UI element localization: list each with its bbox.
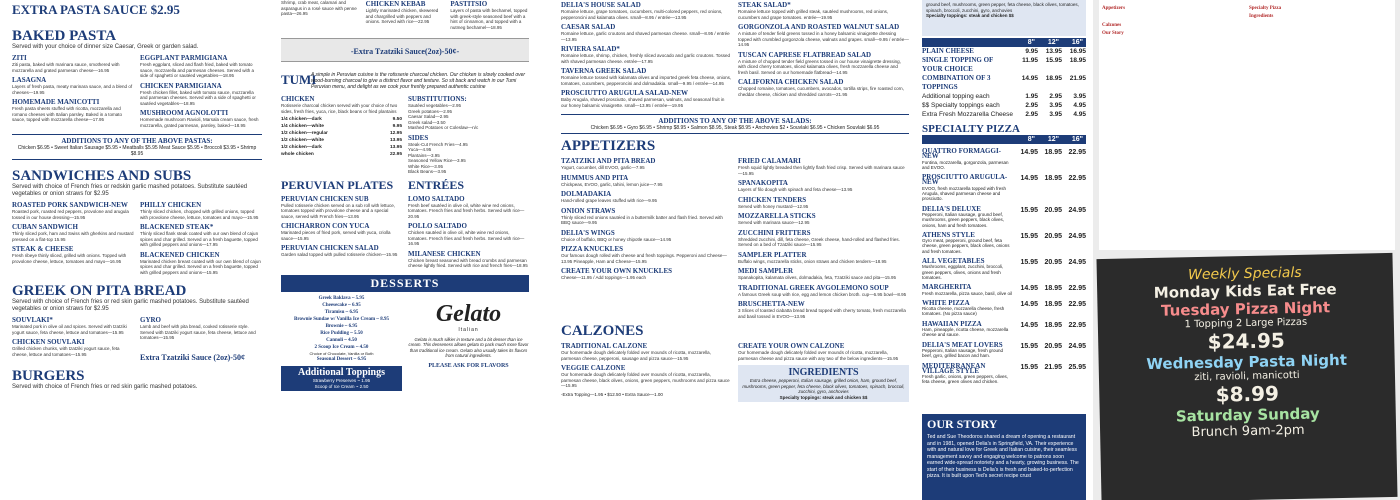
- extra-tzatziki-top: -Extra Tzatziki Sauce(2oz)-50¢-: [350, 47, 460, 56]
- dessert-item: Tiramisu ~ 6.95: [324, 309, 359, 315]
- mini-col-right: [1249, 3, 1392, 247]
- menu-item: LOMO SALTADO Fresh beef sautéed in olive oil, white wine red onions, tomatoes. French fries and fresh herbs. Served with rice—20.95: [408, 194, 525, 219]
- pizza-item: PROSCIUTTO ARUGULA-NEW EVOO, fresh mozzarella topped with fresh Arugula, shaved parmesan cheese and prosciutto. 14.95 18.95 22.95: [922, 173, 1086, 202]
- topping-line: Scoop of Ice Cream ~ 2.50: [314, 383, 369, 389]
- price-row: 1/2 chicken—white 13.95: [281, 138, 402, 143]
- menu-item: ONION STRAWS Thinly sliced red onions sautéed in a buttermilk batter and flash fried. Served with BBQ sauce—9.95: [561, 206, 723, 225]
- price-row: 1/2 chicken—regular 12.95: [281, 131, 402, 136]
- gelato-flavors: PLEASE ASK FOR FLAVORS: [428, 362, 509, 369]
- menu-item: TRADITIONAL GREEK AVGOLEMONO SOUP A famous Greek soup with rice, egg and lemon chicken broth. cup—6.95 bowl—8.95: [738, 283, 907, 297]
- size-12: 12": [1047, 39, 1059, 46]
- pizza-item: DELIA'S MEAT LOVERS Pepperoni, Italian sausage, fresh ground beef, gyro, grilled bacon and ham. 15.95 20.95 24.95: [922, 340, 1086, 359]
- tumi-word: TUMI: [281, 72, 317, 87]
- dessert-item: Cannoli ~ 4.50: [326, 337, 357, 343]
- mini-heading: Our Story: [1102, 30, 1124, 36]
- menu-item: ROASTED PORK SANDWICH-NEW Roasted pork, roasted red peppers, provolone and arugula tossed in our house dressing—15.95: [12, 201, 129, 220]
- pizza-top-note: [922, 0, 1086, 36]
- chicken-block: [281, 92, 529, 175]
- dessert-item: Rice Pudding ~ 5.50: [320, 330, 363, 336]
- menu-item: GORGONZOLA AND ROASTED WALNUT SALAD A mixture of tender field greens tossed in a honey balsamic vinaigrette dressing topped with crumbled gorgonzola cheese, walnuts and grapes. small—9.95 / entrée—14.95: [738, 23, 909, 47]
- price-row: 1/2 chicken—dark 13.95: [281, 145, 402, 150]
- chalk-line: Saturday Sunday: [1175, 404, 1320, 426]
- appetizers: [561, 154, 909, 319]
- price-row: Additional topping each 1.95 2.95 3.95: [922, 93, 1086, 100]
- price-row: whole chicken 22.95: [281, 152, 402, 157]
- menu-item: MILANESE CHICKEN Chicken breast seasoned with bread crumbs and parmesan cheese lightly fried. Served with rice and french fries—18.95: [408, 249, 528, 268]
- pizza-item: ATHENS STYLE Gyro meat, pepperoni, ground beef, feta cheese, green peppers, black olives, onions and fresh tomatoes. 15.95 20.95 24.95: [922, 230, 1086, 254]
- mini-heading: Ingredients: [1249, 14, 1274, 19]
- column-pasta-sandwiches: [0, 0, 270, 500]
- seafood-item: Shrimp, crab meat, calamari and asparagus in a rosé sauce with penne pasta—26.95: [281, 0, 357, 16]
- pizza-item: WHITE PIZZA Ricotta cheese, mozzarella cheese, fresh tomatoes. (No pizza sauce) 14.95 18.95 22.95: [922, 298, 1086, 317]
- specialty-pizza-list: [922, 149, 1086, 385]
- salads: [561, 0, 909, 108]
- menu-item: GYRO Lamb and beef with pita bread, cooked rotisserie style. Served with tzatziki yogurt sauce, feta cheese, lettuce and tomatoes—15.95: [140, 316, 256, 340]
- pizza-item: HAWAIIAN PIZZA Ham, pineapple, ricotta cheese, mozzarella cheese and sauce. 14.95 18.95 22.95: [922, 319, 1086, 338]
- baked-pasta-left: [12, 51, 134, 128]
- pizza-item: MARGHERITA Fresh mozzarella, pizza sauce, basil, olive oil 14.95 18.95 22.95: [922, 283, 1086, 296]
- menu-item: BLACKENED CHICKEN Marinated chicken breast coated with our own blend of cajun spices and char grilled. Served on a fresh baguette, topped with grilled peppers and onions—15.95: [140, 250, 261, 275]
- menu-item: MUSHROOM AGNOLOTTI Homemade mushroom Ravioli, Marsala cream sauce, fresh mozzarella, grated parmesan, parsley, baked—18.95: [140, 109, 259, 128]
- menu-item: SAMPLER PLATTER Buffalo wings, mozzarella sticks, onion straws and chicken tenders—18.95: [738, 250, 887, 264]
- baked-pasta-items: [12, 51, 262, 128]
- pizza-item: QUATTRO FORMAGGI-NEW Fontina, mozzarella, gorgonzola, parmesan and EVOO. 14.95 18.95 22.95: [922, 147, 1086, 170]
- pizza-item: ALL VEGETABLES Mushrooms, eggplant, zucchini, broccoli, green peppers, olives, onions and fresh tomatoes. 15.95 20.95 24.95: [922, 257, 1086, 280]
- additional-toppings-title: Additional Toppings: [298, 366, 385, 378]
- price-row: 1/4 chicken—dark 9.50: [281, 117, 402, 122]
- top-note-specialty: Specialty toppings: steak and chicken $$: [926, 13, 1014, 18]
- menu-item: PROSCIUTTO ARUGULA SALAD-NEW Baby Arugula, shaved prosciutto, shaved parmesan, walnuts, and seasonal fruit in our honey balsamic vinaigrette. small—13.95 / entrée—19.95: [561, 89, 725, 108]
- chalk-line: 1 Topping 2 Large Pizzas: [1184, 316, 1308, 331]
- dessert-item: Greek Baklava ~ 5.95: [318, 295, 365, 301]
- top-note-text: ground beef, mushrooms, green pepper, feta cheese, black olives, tomatoes, spinach, broccoli, zucchini, gyro, anchovies: [926, 2, 1079, 13]
- price-row: SINGLE TOPPING OF YOUR CHOICE 11.95 15.95 18.95: [922, 56, 1086, 73]
- menu-item: HUMMUS AND PITA Chickpeas, EVOO, garlic, tahini, lemon juice—7.95: [561, 173, 663, 187]
- dessert-item: 2 Scoop Ice Cream ~ 4.50: [314, 344, 369, 350]
- salads-left: [561, 0, 732, 108]
- size-16: 16": [1071, 39, 1083, 46]
- menu-item: LASAGNA Layers of fresh pasta, meaty marinara sauce, and a blend of cheeses—19.95: [12, 76, 133, 95]
- sandwiches-right: [140, 198, 262, 275]
- chalkboard: [1096, 253, 1397, 500]
- menu-item: BLACKENED STEAK* Thinly sliced flank steak coated with our own blend of cajun spices and char grilled. Served on a fresh baguette, topped with grilled peppers and onions—17.95: [140, 223, 259, 247]
- menu-item: PERUVIAN CHICKEN SUB Pulled rotisserie chicken served on a sub roll with lettuce, tomatoes topped with provolone cheese and a special sauce, served with French fries—13.95: [281, 194, 396, 219]
- chalk-line: $24.95: [1207, 328, 1286, 354]
- chalk-line: Monday Kids Eat Free: [1153, 280, 1337, 302]
- menu-item: BRUSCHETTA-NEW 3 Slices of toasted ciabatta bread bread topped with cherry tomato, fresh mozzarella and basil tossed in EVOO—13.95: [738, 300, 906, 319]
- price-row: PLAIN CHEESE 9.95 13.95 16.95: [922, 47, 1086, 55]
- price-row: 1/4 chicken—white 9.95: [281, 124, 402, 129]
- greek-right: [140, 313, 262, 362]
- gelato-desc: Gelato is much silkier in texture and a bit denser than ice cream. This denseness allows gelato to pack much more flavor than traditional ice cream. Gelato also usually takes its flavors from natural ingredients.: [408, 336, 529, 358]
- baked-pasta-right: [140, 51, 262, 128]
- menu-item: PIZZA KNUCKLES Our famous dough rolled with cheese and fresh toppings. Pepperoni and Cheese—13.95 Pineapple, Ham and Cheese—15.95: [561, 245, 727, 264]
- peruvian-heading: PERUVIAN PLATES: [281, 177, 394, 192]
- pastitsio-item: PASTITSIO Layers of pasta with bechamel, topped with greek-style seasoned beef with a hint of cinnamon, and topped with a nutmeg bechamel—18.95: [450, 0, 528, 30]
- ingredients-heading: INGREDIENTS: [788, 367, 859, 378]
- tumi-intro: A simple in Peruvian cuisine is the rotisserie charcoal chicken. Our chicken is slowly cooked over wood-burning charcoal to give a distinct flavor and texture. So sit back and watch in our Tumi Peruvian menu, and delight as we cook your freshly prepared authentic cuisine: [311, 72, 526, 90]
- menu-item: STEAK SALAD* Romaine lettuce topped with grilled steak, sautéed mushrooms, red onions, cucumbers and grape tomatoes. entrée—19.95: [738, 1, 889, 20]
- ingredients-specialty: Specialty toppings: steak and chicken $$: [779, 394, 868, 400]
- mini-col-left: [1102, 3, 1245, 247]
- price-row: COMBINATION OF 3 TOPPINGS 14.95 18.95 21.95: [922, 74, 1086, 91]
- ingredients-text: Extra cheese, pepperoni, Italian sausage, grilled onion, ham, ground beef, mushrooms, green pepper, feta cheese, black olives, tomatoes, spinach, broccoli, zucchini, gyro, anchovies: [742, 378, 905, 394]
- menu-item: TRADITIONAL CALZONE Our homemade dough delicately folded over mounds of ricotta, mozzarella, parmesan cheese, pepperoni, sausage and pizza sauce—15.95: [561, 342, 711, 361]
- extra-pasta-sauce: EXTRA PASTA SAUCE $2.95: [12, 2, 180, 17]
- mini-menu-preview: [1099, 0, 1395, 250]
- dessert-item: Brownie Sundae w/ Vanilla Ice Cream ~ 8.95: [294, 316, 389, 322]
- topping-line: Strawberry Preserves ~ 1.95: [312, 377, 371, 383]
- menu-item: PERUVIAN CHICKEN SALAD Garden salad topped with pulled rotisserie chicken—15.95: [281, 244, 398, 257]
- mini-heading: Specialty Pizza: [1249, 6, 1282, 11]
- burgers-sub: Served with choice of French fries or red skin garlic mashed potatoes.: [12, 383, 198, 390]
- menu-item: SOUVLAKI* Marinated pork in olive oil and spices. Served with tzatziki yogurt sauce, feta cheese, lettuce and tomatoes—15.95: [12, 316, 127, 335]
- dessert-item: Seasonal Dessert ~ 6.95: [316, 356, 367, 362]
- our-story-box: [922, 414, 1086, 500]
- price-row: $$ Specialty toppings each 2.95 3.95 4.95: [922, 102, 1086, 109]
- chalk-line: ziti, ravioli, manicotti: [1194, 369, 1300, 384]
- menu-item: SPANAKOPITA Layers of filo dough with spinach and feta cheese—13.95: [738, 179, 853, 192]
- calzone-topping-note: -Extra Topping—1.95 • $12.50 • Extra Sauce—1.00: [561, 391, 663, 397]
- appetizers-heading: APPETIZERS: [561, 138, 656, 154]
- menu-item: CALIFORNIA CHICKEN SALAD Chopped romaine, tomatoes, cucumbers, avocados, tortilla strips, fire roasted corn, cheddar cheese, chicken and shredded carrots—21.95: [738, 78, 904, 97]
- menu-item: HOMEMADE MANICOTTI Fresh pasta sheets stuffed with ricotta, mozzarella and romano cheeses with Italian parsley. Baked in a tomato sauce, topped with mozzarella cheese—17.95: [12, 98, 122, 122]
- size-8: 8": [1027, 136, 1035, 143]
- baked-pasta-heading: BAKED PASTA: [12, 28, 117, 44]
- menu-item: FRIED CALAMARI Fresh squid lightly breaded then lightly flash fried crisp. Served with marinara sauce—15.95: [738, 157, 905, 176]
- calzones-heading: CALZONES: [561, 323, 644, 339]
- size-16: 16": [1071, 136, 1083, 143]
- menu-item: CUBAN SANDWICH Thinly sliced pork, ham and Swiss with gherkins and mustard pressed on a flat-top 15.95: [12, 223, 134, 242]
- sandwiches-items: [12, 198, 262, 275]
- base-pizza-rows: [922, 47, 1086, 119]
- menu-item: MOZZARELLA STICKS Served with marinara sauce—12.95: [738, 212, 816, 225]
- burgers-heading: BURGERS: [12, 367, 85, 384]
- menu-item: DOLMADAKIA Hand-rolled grape leaves stuffed with rice—9.95: [561, 190, 657, 203]
- menu-item: MEDI SAMPLER Spanakopita, kalamata olives, dolmadakia, feta, Tzatziki sauce and pita—15.95: [738, 267, 897, 280]
- menu-item: CAESAR SALAD Romaine lettuce, garlic croutons and shaved parmesan cheese. small—8.95 / entrée—13.95: [561, 23, 730, 42]
- menu-item: CHICKEN PARMIGIANA Fresh chicken fillet, baked with tomato sauce, mozzarella and parmesan cheeses. Served with a side of spaghetti or sautéed vegetables—18.95: [140, 81, 256, 106]
- greek-left: [12, 313, 134, 362]
- column-preview: [1093, 0, 1400, 500]
- kebab-item: CHICKEN KEBAB Lightly marinated chicken, skewered and chargrilled with peppers and onions. Served with rice—22.95: [365, 0, 439, 24]
- chalk-line: $8.99: [1215, 381, 1280, 407]
- menu-item: CHICKEN SOUVLAKI Grilled chicken chunks, with tzatziki yogurt sauce, feta cheese, lettuce and tomatoes—15.95: [12, 338, 120, 357]
- menu-item: DELIA'S WINGS Choice of buffalo, BBQ or honey chipotle sauce—14.95: [561, 228, 672, 242]
- mini-heading: Appetizers: [1102, 6, 1126, 11]
- baked-pasta-sub: Served with your choice of dinner size Caesar, Greek or garden salad.: [12, 44, 199, 50]
- menu-item: CHICHARRON CON YUCA Marinated pieces of fried pork, served with yuca, criolla sauce—15.95: [281, 222, 391, 241]
- size-8: 8": [1027, 39, 1035, 46]
- tzatziki-bar: [281, 38, 529, 62]
- specialty-pizza-heading: SPECIALTY PIZZA: [922, 123, 1020, 135]
- calzones-right: [738, 339, 909, 402]
- price-row: Extra Fresh Mozzarella Cheese 2.95 3.95 4.95: [922, 111, 1086, 118]
- top-items: [281, 0, 529, 36]
- chicken-price-list: [281, 116, 402, 158]
- entrees-heading: ENTRÉES: [408, 177, 465, 192]
- greek-pita-heading: GREEK ON PITA BREAD: [12, 283, 187, 299]
- greek-pita-sub: Served with choice of French fries or red skin garlic mashed potatoes. Substitute sautéed vegetables or onion straws for $2.95: [12, 299, 249, 312]
- dessert-item: Brownie ~ 6.95: [325, 323, 358, 329]
- appetizers-left: [561, 154, 732, 319]
- chicken-right: SUBSTITUTIONS: Sautéed vegetables—2.95 Greek potatoes—2.95 Caesar Salad—2.95 Greek salad—3.50 Mashed Potatoes or Coleslaw—n/c SIDES Steak-Cut French Fries—4.95 Yuca—4.95 Plantains—3.95 Seasoned Yellow Rice—3.95 White Rice—3.95 Black Beans—3.95: [408, 95, 479, 174]
- menu-item: RIVIERA SALAD* Romaine lettuce, shrimp, chicken, freshly sliced avocado and garlic croutons. Tossed with shaved parmesan cheese. entrée—17.95: [561, 45, 731, 64]
- desserts-bar: DESSERTS: [281, 275, 529, 292]
- menu-item: CREATE YOUR OWN KNUCKLES Cheese—11.95 / Add toppings—1.95 each: [561, 267, 673, 280]
- peruvian-plates: [281, 179, 402, 269]
- menu-item: POLLO SALTADO Chicken sautéed in olive oil, white wine red onions, tomatoes. French fries and fresh herbs. Served with rice—16.95: [408, 222, 525, 246]
- pizza-item: MEDITERRANEAN VILLAGE STYLE Fresh garlic, onions, green peppers, olives, feta cheese, green olives and chicken. 15.95 21.95 25.95: [922, 361, 1086, 385]
- calzones: [561, 339, 909, 402]
- size-12: 12": [1047, 136, 1059, 143]
- menu-item: ZITI Ziti pasta, baked with marinara sauce, smothered with mozzarella and grated parmesan cheese—16.95: [12, 54, 120, 73]
- menu-item: CREATE YOUR OWN CALZONE Our homemade dough delicately folded over mounds of ricotta, mozzarella, parmesan cheese and pizza sauce with any two of the below ingredients—15.95: [738, 342, 899, 361]
- menu-item: TZATZIKI AND PITA BREAD Yogurt, cucumber, dill EVOO, garlic—7.95: [561, 157, 656, 170]
- menu-item: PHILLY CHICKEN Thinly sliced chicken, chopped with grilled onions, topped with provolone cheese, lettuce, tomatoes and mayo—15.95: [140, 201, 259, 220]
- chalk-line: Brunch 9am-2pm: [1191, 422, 1305, 441]
- appetizers-right: [738, 154, 909, 319]
- our-story-text: Ted and Sue Theodorou shared a dream of opening a restaurant and in 1981, opened Delia's in Springfield, VA. Their experience with and natural love for Greek and Italian cuisine, their seamless management savvy and engaging welcome to patrons soon earned wide-spread notoriety and a hearty, growing business. The start of their business is Delia's is fresh and baked-to-perfection pizza. It is built upon Ted's secret recipe crust: [927, 434, 1079, 479]
- calzones-left: [561, 339, 732, 402]
- pizza-item: DELIA'S DELUXE Pepperoni, Italian sausage, ground beef, mushrooms, green peppers, black olives, onions, ham and fresh tomatoes. 15.95 20.95 24.95: [922, 204, 1086, 228]
- chalk-line: Weekly Specials: [1187, 264, 1302, 284]
- menu-item: DELIA'S HOUSE SALAD Romaine lettuce, grape tomatoes, cucumbers, multi-colored peppers, red onions, pepperoncini and kalamata olives. small—8.95 / entrée—13.95: [561, 1, 723, 20]
- menu-item: STEAK & CHEESE Fresh ribeye thinly sliced, grilled with onions. Topped with provolone cheese, lettuce, tomatoes and mayo—16.95: [12, 245, 127, 264]
- pasta-additions: ADDITIONS TO ANY OF THE ABOVE PASTAS: Chicken $6.95 • Sweet Italian Sausage $5.95 • Meatballs $5.95 Meat Sauce $5.95 • Broccoli $3.95 • Shrimp $8.95: [12, 134, 262, 160]
- sandwiches-heading: SANDWICHES AND SUBS: [12, 168, 192, 184]
- menu-item: TUSCAN CAPRESE FLATBREAD SALAD A mixture of chopped tender field greens tossed in our house vinaigrette dressing, with diced cherry tomatoes, sliced kalamata olives, fresh mozzarella cheese and fresh basil. Served on our homemade flatbread—14.95: [738, 50, 901, 75]
- greek-items: [12, 313, 262, 362]
- menu-item: VEGGIE CALZONE Our homemade dough delicately folded over mounds of ricotta, mozzarella, parmesan cheese, black olives, onions, green peppers, mushrooms and pizza sauce—15.95: [561, 364, 730, 388]
- gelato-block: [408, 295, 529, 391]
- menu-item: EGGPLANT PARMIGIANA Fresh eggplant, sliced and flash fried, baked with tomato sauce, mozzarella and parmesan cheeses. Served with a side of spaghetti or sautéed vegetables—18.95: [140, 54, 255, 78]
- extra-tzatziki: Extra Tzatziki Sauce (2oz)-50¢: [140, 352, 245, 362]
- column-pizza: [918, 0, 1090, 500]
- column-salads-appetizers: [555, 0, 915, 500]
- additional-toppings-box: [281, 366, 402, 391]
- size-header-specialty: [922, 135, 1086, 144]
- chicken-left: CHICKEN Rotisserie charcoal chicken served with your choice of two sides, fresh fries, yuca, rice, black beans or fried plantains 1/4 chicken—dark 9.50 1/4 chicken—white 9.95 1/2 chicken—regular 12.95 1/2 chicken—white 13.95 1/2 chicken—dark 13.95 whole chicken 22.95: [281, 95, 402, 157]
- dessert-list: [281, 295, 402, 391]
- gelato-sub: Italian: [458, 326, 479, 333]
- salads-right: [738, 0, 909, 108]
- gelato-logo: Gelato: [435, 300, 502, 327]
- menu-item: CHICKEN TENDERS Served with honey mustard—12.95: [738, 195, 809, 209]
- mini-heading: Calzones: [1102, 22, 1122, 28]
- menu-item: TAVERNA GREEK SALAD Romaine lettuce tossed with kalamata olives and imported greek feta cheese, onions, tomatoes, cucumbers, pepperoncini and dolmadakia. small—9.95 / entrée—14.95: [561, 67, 732, 86]
- sandwiches-left: [12, 198, 134, 275]
- column-peruvian-desserts: [275, 0, 535, 500]
- ingredients-box: [738, 365, 909, 402]
- peruvian-entrees: [281, 179, 529, 269]
- chalk-line: Wednesday Pasta Night: [1146, 350, 1348, 374]
- entrees: [408, 179, 529, 269]
- chalk-line: Tuesday Pizza Night: [1160, 298, 1331, 320]
- dessert-item: Choice of Chocolate, Vanilla or Both: [309, 350, 374, 356]
- our-story-heading: OUR STORY: [927, 417, 998, 431]
- salad-additions: ADDITIONS TO ANY OF THE ABOVE SALADS: Chicken $6.95 • Gyro $6.95 • Shrimp $8.95 • Salmon $8.95, Steak $8.95 • Anchovies $2 • Souvlaki $6.95 • Chicken Souvlaki $6.95: [561, 114, 909, 134]
- tumi-section: [281, 72, 529, 90]
- dessert-item: Cheesecake ~ 6.95: [322, 302, 361, 308]
- menu-item: ZUCCHINI FRITTERS Shredded zucchini, dill, feta cheese, Greek cheese, hand-rolled and flashed fries. Served on a bed of Tzatziki sauce—15.95: [738, 228, 900, 247]
- desserts-block: [281, 295, 529, 391]
- sandwiches-sub: Served with choice of French fries or redskin garlic mashed potatoes. Substitute sautéed vegetables or onion straws for $2.95: [12, 184, 248, 197]
- size-header: [922, 38, 1086, 47]
